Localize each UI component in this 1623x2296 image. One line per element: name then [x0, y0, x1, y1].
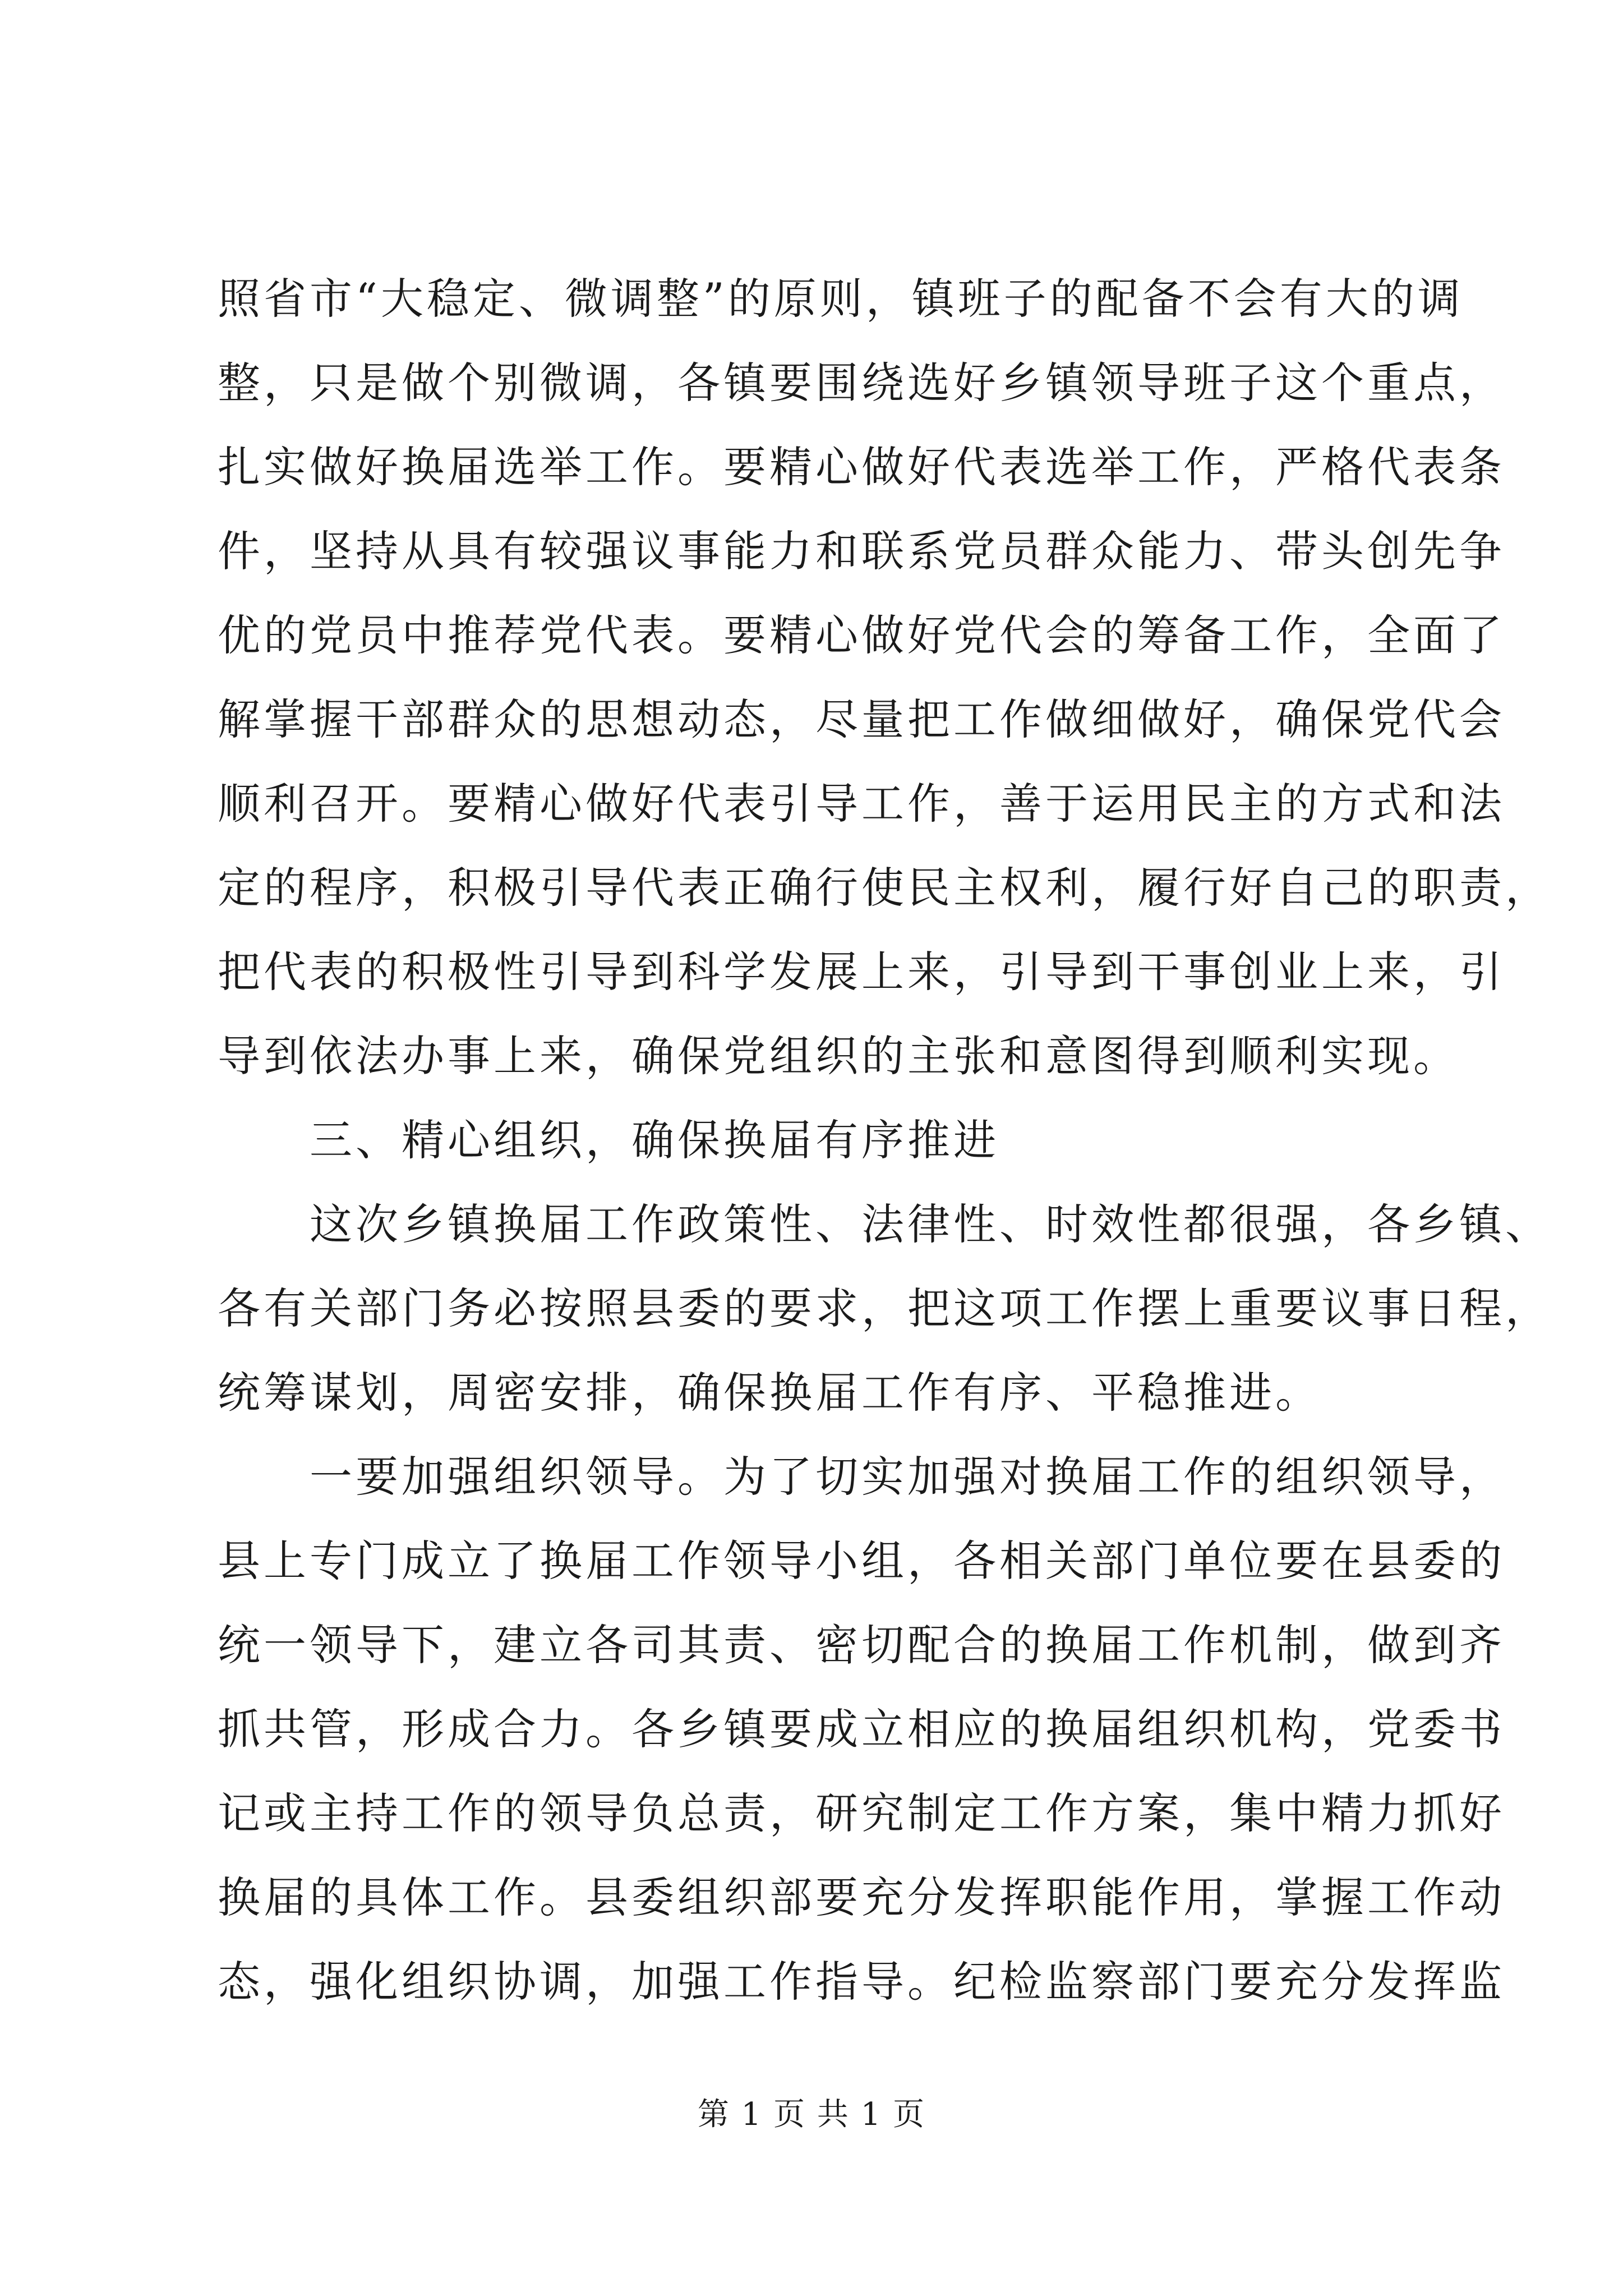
page-footer: 第 1 页 共 1 页 — [697, 2096, 926, 2133]
body-text-line: 整，只是做个别微调，各镇要围绕选好乡镇领导班子这个重点， — [218, 358, 1505, 408]
body-text-line: 换届的具体工作。县委组织部要充分发挥职能作用，掌握工作动 — [218, 1872, 1505, 1922]
body-text-line: 把代表的积极性引导到科学发展上来，引导到干事创业上来，引 — [218, 947, 1505, 997]
section-heading: 三、精心组织，确保换届有序推进 — [310, 1115, 999, 1165]
body-text-line: 抓共管，形成合力。各乡镇要成立相应的换届组织机构，党委书 — [218, 1704, 1505, 1754]
body-text-line: 优的党员中推荐党代表。要精心做好党代会的筹备工作，全面了 — [218, 610, 1505, 660]
body-text-line: 定的程序，积极引导代表正确行使民主权利，履行好自己的职责， — [218, 863, 1551, 913]
body-text-line: 导到依法办事上来，确保党组织的主张和意图得到顺利实现。 — [218, 1031, 1459, 1081]
body-text-line: 记或主持工作的领导负总责，研究制定工作方案，集中精力抓好 — [218, 1788, 1505, 1838]
body-text-line: 件，坚持从具有较强议事能力和联系党员群众能力、带头创先争 — [218, 526, 1505, 576]
body-text-line: 照省市“大稳定、微调整”的原则，镇班子的配备不会有大的调 — [218, 274, 1464, 324]
body-text-line: 各有关部门务必按照县委的要求，把这项工作摆上重要议事日程， — [218, 1283, 1551, 1333]
body-text-line: 统筹谋划，周密安排，确保换届工作有序、平稳推进。 — [218, 1368, 1321, 1418]
body-text-line: 统一领导下，建立各司其责、密切配合的换届工作机制，做到齐 — [218, 1620, 1505, 1670]
body-text-line: 这次乡镇换届工作政策性、法律性、时效性都很强，各乡镇、 — [310, 1199, 1551, 1249]
body-text-line: 顺利召开。要精心做好代表引导工作，善于运用民主的方式和法 — [218, 779, 1505, 829]
body-text-line: 态，强化组织协调，加强工作指导。纪检监察部门要充分发挥监 — [218, 1957, 1505, 2007]
body-text-line: 县上专门成立了换届工作领导小组，各相关部门单位要在县委的 — [218, 1536, 1505, 1586]
body-text-line: 扎实做好换届选举工作。要精心做好代表选举工作，严格代表条 — [218, 442, 1505, 492]
body-text-line: 一要加强组织领导。为了切实加强对换届工作的组织领导， — [310, 1452, 1505, 1502]
body-text-line: 解掌握干部群众的思想动态，尽量把工作做细做好，确保党代会 — [218, 694, 1505, 744]
